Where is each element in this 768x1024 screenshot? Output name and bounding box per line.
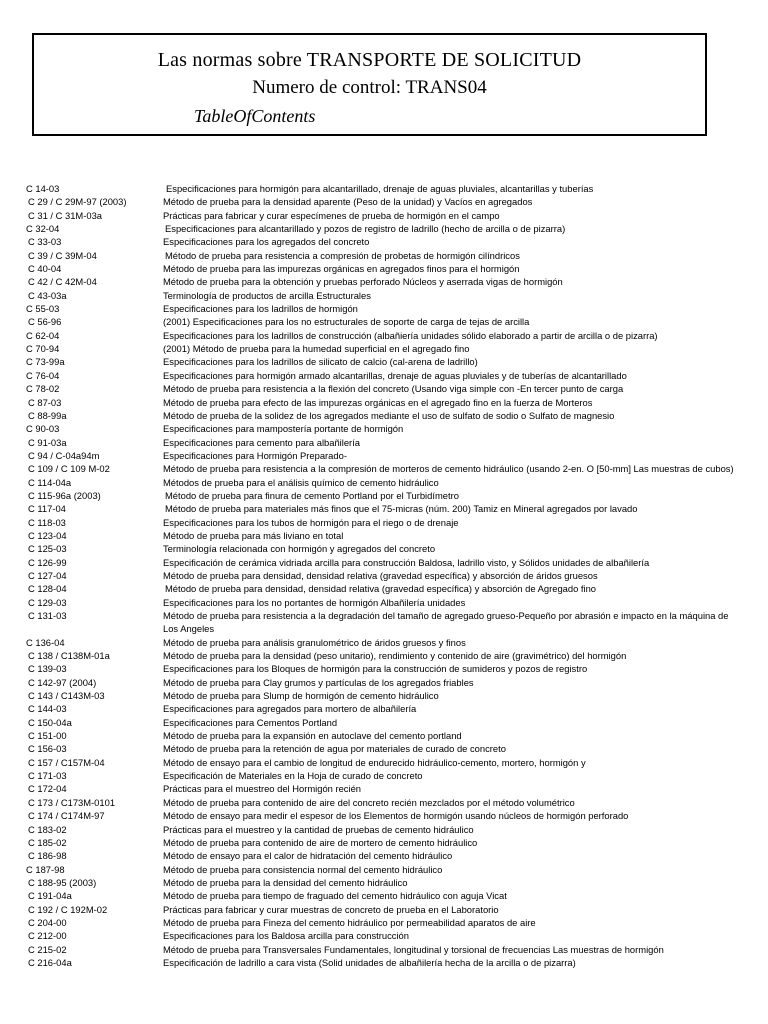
standard-description: Método de prueba para la densidad del cemento hidráulico xyxy=(163,876,408,888)
standard-description: Especificaciones para los ladrillos de construcción (albañiería unidades sólido elaborado a partir de arcilla o de pizarra) xyxy=(163,329,658,341)
list-item xyxy=(0,676,768,689)
list-item xyxy=(0,302,768,315)
standard-description: Especificaciones para los agregados del concreto xyxy=(163,236,370,248)
list-item xyxy=(0,782,768,795)
standard-description: Especificaciones para los Baldosa arcilla para construcción xyxy=(163,930,409,942)
document-title: Las normas sobre TRANSPORTE DE SOLICITUD xyxy=(157,49,582,71)
standard-description: Prácticas para fabricar y curar muestras de concreto de prueba en el Laboratorio xyxy=(163,903,499,915)
list-item xyxy=(0,823,768,836)
standard-description: Especificación de Materiales en la Hoja de curado de concreto xyxy=(163,770,423,782)
standard-description: Método de prueba para contenido de aire del concreto recién mezclados por el método volumétrico xyxy=(163,796,575,808)
list-item xyxy=(0,382,768,395)
list-item xyxy=(0,182,768,195)
standard-code: C 31 / C 31M-03a xyxy=(28,209,102,221)
list-item xyxy=(0,436,768,449)
standard-code: C 216-04a xyxy=(28,956,72,968)
standard-code: C 150-04a xyxy=(28,716,72,728)
standard-code: C 125-03 xyxy=(28,543,67,555)
standard-description: Prácticas para fabricar y curar especímenes de prueba de hormigón en el campo xyxy=(163,209,500,221)
standard-code: C 131-03 xyxy=(28,610,67,621)
standard-code: C 212-00 xyxy=(28,930,67,942)
list-item xyxy=(0,809,768,822)
list-item xyxy=(0,396,768,409)
standard-code: C 117-04 xyxy=(28,503,66,515)
standard-code: C 114-04a xyxy=(28,476,72,488)
standard-description: Método de prueba para la obtención y pruebas perforado Núcleos y aserrada vigas de hormigón xyxy=(163,276,563,288)
list-item xyxy=(0,409,768,422)
standard-description: Método de prueba para materiales más finos que el 75-micras (núm. 200) Tamiz en Mineral agregados por lavado xyxy=(165,503,638,515)
list-item xyxy=(0,556,768,569)
standard-description: Método de prueba para la densidad aparente (Peso de la unidad) y Vacíos en agregados xyxy=(163,196,533,208)
list-item xyxy=(0,249,768,262)
list-item xyxy=(0,516,768,529)
standard-code: C 33-03 xyxy=(28,236,62,248)
standard-code: C 173 / C173M-0101 xyxy=(28,796,116,808)
standard-description: Método de prueba para más liviano en total xyxy=(163,529,344,541)
standard-code: C 156-03 xyxy=(28,743,67,755)
list-item xyxy=(0,756,768,769)
standard-description: Especificaciones para agregados para mortero de albañilería xyxy=(163,703,417,715)
list-item xyxy=(0,796,768,809)
standard-description: Terminología relacionada con hormigón y agregados del concreto xyxy=(163,543,436,555)
standard-code: C 94 / C-04a94m xyxy=(28,449,100,461)
list-item xyxy=(0,369,768,382)
list-item xyxy=(0,729,768,742)
standard-code: C 14-03 xyxy=(26,183,60,194)
list-item xyxy=(0,489,768,502)
standard-code: C 78-02 xyxy=(26,383,60,395)
standard-code: C 70-94 xyxy=(26,343,60,355)
standard-description: Especificaciones para los Bloques de hormigón para la construcción de sumideros y pozos de registro xyxy=(163,663,588,675)
list-item xyxy=(0,315,768,328)
list-item xyxy=(0,582,768,595)
list-item xyxy=(0,342,768,355)
list-item xyxy=(0,876,768,889)
list-item xyxy=(0,209,768,222)
standard-code: C 204-00 xyxy=(28,916,67,928)
list-item xyxy=(0,716,768,729)
standard-code: C 109 / C 109 M-02 xyxy=(28,463,110,475)
list-item xyxy=(0,502,768,515)
standard-description: Método de ensayo para medir el espesor de los Elementos de hormigón usando núcleos de hormigón perforado xyxy=(163,810,629,822)
standard-code: C 32-04 xyxy=(26,223,60,235)
standard-description: (2001) Especificaciones para los no estructurales de soporte de carga de tejas de arcilla xyxy=(163,316,530,328)
list-item xyxy=(0,609,768,636)
standard-code: C 40-04 xyxy=(28,263,62,275)
standard-description: Método de prueba para Transversales Fundamentales, longitudinal y torsional de frecuencias Las muestras de hormigón xyxy=(163,943,664,955)
standard-description: Terminología de productos de arcilla Estructurales xyxy=(163,289,371,301)
standard-code: C 88-99a xyxy=(28,409,67,421)
standard-code: C 191-04a xyxy=(28,890,72,902)
standard-code: C 56-96 xyxy=(28,316,62,328)
standard-description: Método de ensayo para el cambio de longitud de endurecido hidráulico-cemento, mortero, hormigón y xyxy=(163,756,586,768)
list-item xyxy=(0,289,768,302)
standard-description: Método de prueba para densidad, densidad relativa (gravedad específica) y absorción de Agregado fino xyxy=(165,583,597,595)
list-item xyxy=(0,956,768,969)
standard-description: Especificación de cerámica vidriada arcilla para construcción Baldosa, ladrillo visto, y Sólidos unidades de albañilería xyxy=(163,556,650,568)
standard-code: C 142-97 (2004) xyxy=(28,676,97,688)
standard-description: Especificaciones para hormigón armado alcantarillas, drenaje de aguas pluviales y de tuberías de alcantarillado xyxy=(163,369,627,381)
list-item xyxy=(0,689,768,702)
standard-code: C 62-04 xyxy=(26,329,60,341)
list-item xyxy=(0,903,768,916)
standard-description: Especificaciones para los no portantes de hormigón Albañilería unidades xyxy=(163,596,466,608)
list-item xyxy=(0,422,768,435)
standard-code: C 127-04 xyxy=(28,569,67,581)
standard-code: C 43-03a xyxy=(28,289,67,301)
standard-code: C 73-99a xyxy=(26,356,65,368)
standard-description: Método de prueba para contenido de aire de mortero de cemento hidráulico xyxy=(163,836,478,848)
standard-code: C 90-03 xyxy=(26,423,60,435)
standard-code: C 91-03a xyxy=(28,436,67,448)
standards-list xyxy=(0,182,768,969)
standard-description: Métodos de prueba para el análisis químico de cemento hidráulico xyxy=(163,476,439,488)
standard-code: C 139-03 xyxy=(28,663,67,675)
standard-description: Método de prueba para la retención de agua por materiales de curado de concreto xyxy=(163,743,506,755)
standard-description: Especificaciones para los tubos de hormigón para el riego o de drenaje xyxy=(163,516,459,528)
standard-code: C 55-03 xyxy=(26,303,60,315)
standard-description: Especificaciones para los ladrillos de hormigón xyxy=(163,303,358,315)
standard-description: Método de prueba para Slump de hormigón de cemento hidráulico xyxy=(163,690,439,702)
list-item xyxy=(0,529,768,542)
list-item xyxy=(0,329,768,342)
standard-description: Método de prueba para resistencia a la flexión del concreto (Usando viga simple con -En tercer punto de carga xyxy=(163,383,624,395)
list-item xyxy=(0,355,768,368)
standard-code: C 39 / C 39M-04 xyxy=(28,249,97,261)
standard-code: C 126-99 xyxy=(28,556,67,568)
list-item xyxy=(0,262,768,275)
standard-code: C 138 / C138M-01a xyxy=(28,650,110,662)
list-item xyxy=(0,662,768,675)
standard-code: C 215-02 xyxy=(28,943,67,955)
standard-description: Método de prueba para tiempo de fraguado del cemento hidráulico con aguja Vicat xyxy=(163,890,507,902)
standard-description: Especificaciones para los ladrillos de silicato de calcio (cal-arena de ladrillo) xyxy=(163,356,478,368)
list-item xyxy=(0,476,768,489)
list-item xyxy=(0,702,768,715)
standard-code: C 118-03 xyxy=(28,516,66,528)
list-item xyxy=(0,849,768,862)
list-item xyxy=(0,596,768,609)
standard-description: Especificaciones para Cementos Portland xyxy=(163,716,338,728)
list-item xyxy=(0,929,768,942)
standard-description: Método de prueba para densidad, densidad relativa (gravedad específica) y absorción de áridos gruesos xyxy=(163,569,598,581)
standard-description: Método de prueba para resistencia a la compresión de morteros de cemento hidráulico (usando 2-en. O [50-mm] Las muestras de cubos) xyxy=(163,463,734,475)
standard-description: Método de prueba para Fineza del cemento hidráulico por permeabilidad aparatos de aire xyxy=(163,916,536,928)
standard-description: Método de prueba para la expansión en autoclave del cemento portland xyxy=(163,730,462,742)
standard-code: C 174 / C174M-97 xyxy=(28,810,105,822)
list-item xyxy=(0,195,768,208)
standard-description: Especificaciones para alcantarillado y pozos de registro de ladrillo (hecho de arcilla o de pizarra) xyxy=(165,223,566,235)
standard-description: Método de prueba para finura de cemento Portland por el Turbidímetro xyxy=(165,489,459,501)
standard-code: C 187-98 xyxy=(26,863,65,875)
list-item xyxy=(0,943,768,956)
standard-code: C 185-02 xyxy=(28,836,67,848)
standard-code: C 129-03 xyxy=(28,596,67,608)
list-item xyxy=(0,462,768,475)
standard-description: Método de prueba para consistencia normal del cemento hidráulico xyxy=(163,863,443,875)
standard-description: Especificaciones para mampostería portante de hormigón xyxy=(163,423,404,435)
standard-description: Método de prueba para Clay grumos y partículas de los agregados friables xyxy=(163,676,474,688)
standard-code: C 151-00 xyxy=(28,730,67,742)
standard-code: C 144-03 xyxy=(28,703,67,715)
standard-code: C 172-04 xyxy=(28,783,67,795)
list-item xyxy=(0,275,768,288)
standard-description: Especificaciones para cemento para albañilería xyxy=(163,436,360,448)
standard-description: Especificaciones para hormigón para alcantarillado, drenaje de aguas pluviales, alcantarillas y tuberías xyxy=(166,183,594,194)
standard-description: Método de prueba para resistencia a la degradación del tamaño de agregado grueso-Pequeño por abrasión e impacto en la máquina de Los Angeles xyxy=(163,610,729,635)
list-item xyxy=(0,769,768,782)
document-header-box xyxy=(32,33,707,136)
standard-code: C 143 / C143M-03 xyxy=(28,690,105,702)
list-item xyxy=(0,742,768,755)
list-item xyxy=(0,916,768,929)
standard-description: (2001) Método de prueba para la humedad superficial en el agregado fino xyxy=(163,343,470,355)
table-of-contents-heading: TableOfContents xyxy=(194,106,316,126)
standard-code: C 171-03 xyxy=(28,770,67,782)
standard-description: Método de prueba para las impurezas orgánicas en agregados finos para el hormigón xyxy=(163,263,520,275)
standard-description: Especificaciones para Hormigón Preparado- xyxy=(163,449,347,461)
standard-code: C 76-04 xyxy=(26,369,60,381)
list-item xyxy=(0,235,768,248)
standard-code: C 192 / C 192M-02 xyxy=(28,903,108,915)
standard-code: C 136-04 xyxy=(26,636,65,648)
list-item xyxy=(0,222,768,235)
standard-code: C 188-95 (2003) xyxy=(28,876,97,888)
control-number: Numero de control: TRANS04 xyxy=(252,77,487,98)
list-item xyxy=(0,542,768,555)
list-item xyxy=(0,636,768,649)
list-item xyxy=(0,863,768,876)
standard-code: C 157 / C157M-04 xyxy=(28,756,105,768)
list-item xyxy=(0,649,768,662)
standard-code: C 123-04 xyxy=(28,529,67,541)
standard-description: Método de prueba para resistencia a compresión de probetas de hormigón cilíndricos xyxy=(165,249,520,261)
standard-code: C 186-98 xyxy=(28,850,67,862)
standard-code: C 128-04 xyxy=(28,583,67,595)
standard-description: Método de prueba para análisis granulométrico de áridos gruesos y finos xyxy=(163,636,466,648)
standard-code: C 42 / C 42M-04 xyxy=(28,276,97,288)
standard-description: Método de prueba para efecto de las impurezas orgánicas en el agregado fino en la fuerza de Morteros xyxy=(163,396,593,408)
list-item xyxy=(0,836,768,849)
standard-description: Método de prueba para la densidad (peso unitario), rendimiento y contenido de aire (gravimétrico) del hormigón xyxy=(163,650,627,662)
standard-description: Método de prueba de la solidez de los agregados mediante el uso de sulfato de sodio o Sulfato de magnesio xyxy=(163,409,615,421)
standard-description: Método de ensayo para el calor de hidratación del cemento hidráulico xyxy=(163,850,453,862)
standard-code: C 29 / C 29M-97 (2003) xyxy=(28,196,127,208)
standard-code: C 87-03 xyxy=(28,396,62,408)
standard-description: Prácticas para el muestreo del Hormigón recién xyxy=(163,783,362,795)
standard-description: Especificación de ladrillo a cara vista (Solid unidades de albañilería hecha de la arcilla o de pizarra) xyxy=(163,956,576,968)
list-item xyxy=(0,569,768,582)
list-item xyxy=(0,889,768,902)
standard-description: Prácticas para el muestreo y la cantidad de pruebas de cemento hidráulico xyxy=(163,823,474,835)
standard-code: C 183-02 xyxy=(28,823,67,835)
list-item xyxy=(0,449,768,462)
standard-code: C 115-96a (2003) xyxy=(28,489,101,501)
